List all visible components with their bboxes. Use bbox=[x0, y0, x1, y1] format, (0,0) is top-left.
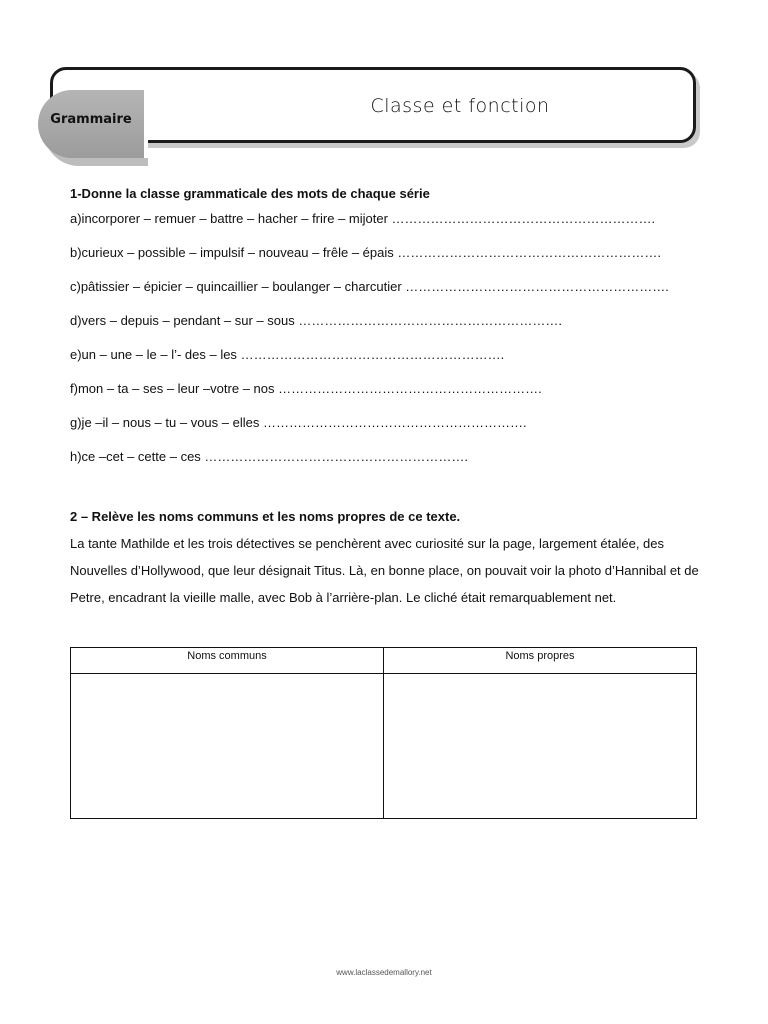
exercise1-item bbox=[70, 415, 527, 430]
exercise2-heading: 2 – Relève les noms communs et les noms propres de ce texte. bbox=[70, 509, 461, 524]
item-text: a)incorporer – remuer – battre – hacher – frire – mijoter bbox=[70, 211, 388, 226]
answer-blank: ……………………………………………………. bbox=[298, 313, 563, 328]
answer-blank: ……………………………………………………. bbox=[405, 279, 669, 294]
exercise1-item bbox=[70, 449, 468, 464]
item-text: e)un – une – le – l’- des – les bbox=[70, 347, 237, 362]
item-text: h)ce –cet – cette – ces bbox=[70, 449, 201, 464]
exercise2-text: La tante Mathilde et les trois détectives se penchèrent avec curiosité sur la page, largement étalée, des Nouvelles d’Hollywood, que leur désignait Titus. Là, en bonne place, on pouvait voir la photo d’Hannibal et de Petre, encadrant la vieille malle, avec Bob à l’arrière-plan. Le cliché était remarquablement net. bbox=[70, 536, 699, 605]
answer-blank: ……………………………………………………. bbox=[240, 347, 505, 362]
footer-url: www.laclassedemallory.net bbox=[336, 968, 432, 977]
exercise1-item bbox=[70, 381, 542, 396]
item-text: f)mon – ta – ses – leur –votre – nos bbox=[70, 381, 275, 396]
column-header-noms-propres: Noms propres bbox=[384, 648, 697, 674]
answer-table bbox=[70, 647, 697, 819]
column-header-noms-communs: Noms communs bbox=[71, 648, 384, 674]
item-text: d)vers – depuis – pendant – sur – sous bbox=[70, 313, 295, 328]
answer-cell-noms-communs[interactable] bbox=[71, 674, 384, 819]
category-tab-label: Grammaire bbox=[50, 112, 132, 127]
page-title: Classe et fonction bbox=[370, 95, 550, 117]
exercise1-item bbox=[70, 245, 661, 260]
exercise1-item bbox=[70, 211, 655, 226]
item-text: b)curieux – possible – impulsif – nouveau – frêle – épais bbox=[70, 245, 394, 260]
answer-blank: ……………………………………………………. bbox=[397, 245, 661, 260]
answer-cell-noms-propres[interactable] bbox=[384, 674, 697, 819]
exercise1-item bbox=[70, 347, 504, 362]
exercise1-item bbox=[70, 279, 669, 294]
answer-blank: ……………………………………………………. bbox=[204, 449, 469, 464]
answer-blank: ……………………………………………………. bbox=[262, 415, 527, 430]
answer-blank: ……………………………………………………. bbox=[278, 381, 542, 396]
item-text: g)je –il – nous – tu – vous – elles bbox=[70, 415, 260, 430]
exercise1-item bbox=[70, 313, 562, 328]
item-text: c)pâtissier – épicier – quincaillier – boulanger – charcutier bbox=[70, 279, 402, 294]
exercise1-heading: 1-Donne la classe grammaticale des mots de chaque série bbox=[70, 186, 430, 201]
answer-blank: ……………………………………………………. bbox=[391, 211, 656, 226]
